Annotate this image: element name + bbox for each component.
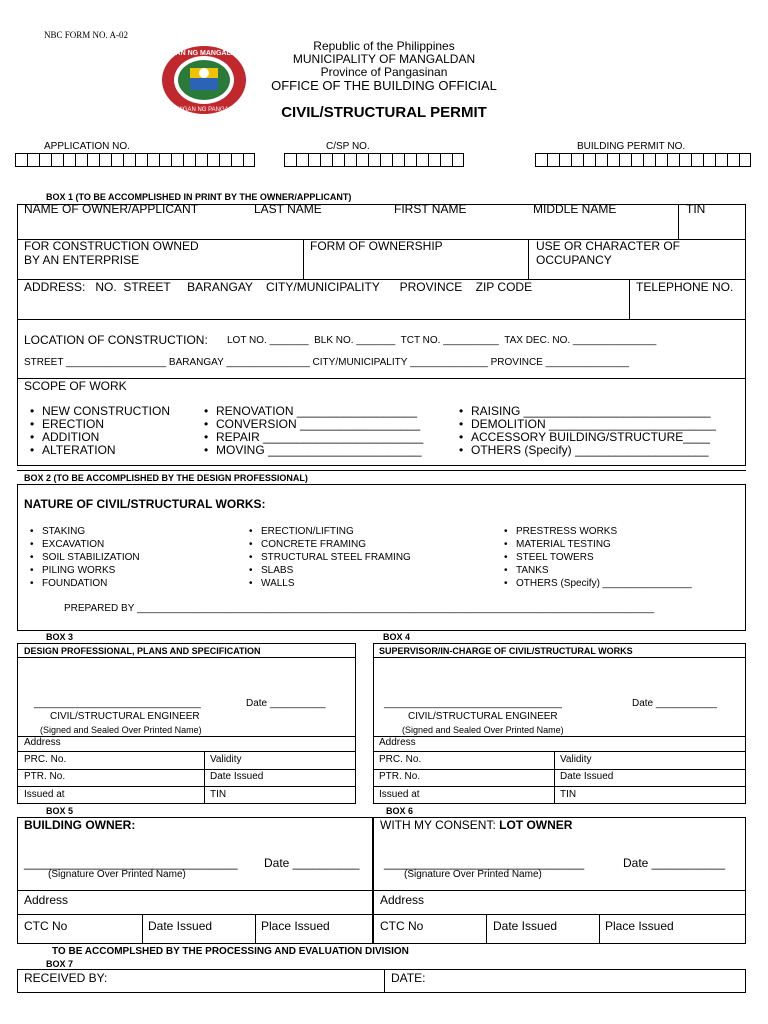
- work-tanks[interactable]: • TANKS: [502, 564, 692, 577]
- box6-lot-owner: LOT OWNER: [499, 818, 573, 832]
- box3-date-issued: Date Issued: [210, 771, 264, 782]
- box6-frame: [373, 817, 746, 944]
- box4-prc: PRC. No.: [379, 754, 422, 765]
- box4-date-issued: Date Issued: [560, 771, 614, 782]
- box6-heading: [380, 818, 572, 832]
- building-permit-no-cells[interactable]: [535, 153, 751, 167]
- header-province: Province of Pangasinan: [320, 65, 448, 79]
- work-walls[interactable]: • WALLS: [247, 577, 411, 590]
- box3-validity: Validity: [210, 754, 242, 765]
- box4-signature-line[interactable]: ________________________________: [384, 698, 562, 709]
- nature-col2: [247, 525, 411, 590]
- tin-label: TIN: [686, 202, 706, 216]
- scope-others[interactable]: • OTHERS (Specify) ____________________: [457, 444, 716, 457]
- prepared-by[interactable]: PREPARED BY _____________________________________________________________________________________________: [64, 603, 655, 614]
- header-republic: Republic of the Philippines: [313, 39, 455, 53]
- box6-ctc: CTC No: [380, 919, 424, 933]
- received-date-label[interactable]: DATE:: [391, 971, 426, 985]
- work-slabs[interactable]: • SLABS: [247, 564, 411, 577]
- location-label: LOCATION OF CONSTRUCTION:: [24, 333, 208, 347]
- box4-tin: TIN: [560, 789, 577, 800]
- box5-address: Address: [24, 893, 69, 907]
- csp-no-label: C/SP NO.: [326, 141, 370, 152]
- box3-heading: DESIGN PROFESSIONAL, PLANS AND SPECIFICATION: [24, 646, 261, 656]
- form-of-ownership-label: FORM OF OWNERSHIP: [310, 239, 443, 253]
- box5-sig-caption: (Signature Over Printed Name): [48, 869, 186, 880]
- nature-label: NATURE OF CIVIL/STRUCTURAL WORKS:: [24, 497, 266, 511]
- box5-signature-line[interactable]: ________________________________: [24, 856, 238, 870]
- location-line2[interactable]: STREET __________________ BARANGAY _______________ CITY/MUNICIPALITY ______________ PROVINCE _______________: [24, 357, 630, 368]
- work-others[interactable]: • OTHERS (Specify) ________________: [502, 577, 692, 590]
- box4-issued-at: Issued at: [379, 789, 420, 800]
- enterprise-label: FOR CONSTRUCTION OWNED BY AN ENTERPRISE: [24, 239, 199, 267]
- work-material-testing[interactable]: • MATERIAL TESTING: [502, 538, 692, 551]
- scope-repair[interactable]: • REPAIR ________________________: [202, 431, 423, 444]
- scope-moving[interactable]: • MOVING _______________________: [202, 444, 423, 457]
- box4-engineer: CIVIL/STRUCTURAL ENGINEER: [408, 711, 558, 722]
- telephone-label: TELEPHONE NO.: [636, 280, 734, 294]
- scope-raising[interactable]: • RAISING ____________________________: [457, 405, 716, 418]
- scope-erection[interactable]: • ERECTION: [28, 418, 170, 431]
- address-label: ADDRESS: NO. STREET BARANGAY CITY/MUNICIPALITY PROVINCE ZIP CODE: [24, 280, 533, 294]
- received-by-label[interactable]: RECEIVED BY:: [24, 971, 108, 985]
- work-piling[interactable]: • PILING WORKS: [28, 564, 140, 577]
- box3-date[interactable]: Date __________: [246, 698, 326, 709]
- box5-ctc: CTC No: [24, 919, 68, 933]
- work-excavation[interactable]: • EXCAVATION: [28, 538, 140, 551]
- box3-label: BOX 3: [46, 632, 74, 642]
- scope-col3: [457, 405, 716, 457]
- scope-conversion[interactable]: • CONVERSION __________________: [202, 418, 423, 431]
- box5-label: BOX 5: [46, 806, 74, 816]
- box5-heading: BUILDING OWNER:: [24, 818, 136, 832]
- header-office: OFFICE OF THE BUILDING OFFICIAL: [271, 78, 497, 93]
- middle-name-label: MIDDLE NAME: [533, 202, 617, 216]
- page-title: CIVIL/STRUCTURAL PERMIT: [281, 104, 487, 121]
- application-no-cells[interactable]: [15, 153, 255, 167]
- work-prestress[interactable]: • PRESTRESS WORKS: [502, 525, 692, 538]
- location-fields[interactable]: LOT NO. _______ BLK NO. _______ TCT NO. __________ TAX DEC. NO. _______________: [227, 335, 657, 346]
- box4-heading: SUPERVISOR/IN-CHARGE OF CIVIL/STRUCTURAL WORKS: [379, 646, 633, 656]
- scope-demolition[interactable]: • DEMOLITION _________________________: [457, 418, 716, 431]
- work-steel-framing[interactable]: • STRUCTURAL STEEL FRAMING: [247, 551, 411, 564]
- first-name-label: FIRST NAME: [394, 202, 467, 216]
- scope-col2: [202, 405, 423, 457]
- box3-tin: TIN: [210, 789, 227, 800]
- box3-signature-line[interactable]: ______________________________: [34, 698, 201, 709]
- box3-frame: [17, 643, 356, 804]
- scope-addition[interactable]: • ADDITION: [28, 431, 170, 444]
- box6-signature-line[interactable]: ______________________________: [384, 856, 585, 870]
- box4-validity: Validity: [560, 754, 592, 765]
- scope-accessory[interactable]: • ACCESSORY BUILDING/STRUCTURE____: [457, 431, 716, 444]
- scope-label: SCOPE OF WORK: [24, 379, 127, 393]
- box6-date-issued: Date Issued: [493, 919, 558, 933]
- scope-new-construction[interactable]: • NEW CONSTRUCTION: [28, 405, 170, 418]
- work-soil-stabilization[interactable]: • SOIL STABILIZATION: [28, 551, 140, 564]
- box4-date[interactable]: Date ___________: [632, 698, 718, 709]
- scope-renovation[interactable]: • RENOVATION __________________: [202, 405, 423, 418]
- work-concrete-framing[interactable]: • CONCRETE FRAMING: [247, 538, 411, 551]
- box3-prc: PRC. No.: [24, 754, 67, 765]
- scope-col1: [28, 405, 170, 457]
- box3-engineer: CIVIL/STRUCTURAL ENGINEER: [50, 711, 200, 722]
- work-erection-lifting[interactable]: • ERECTION/LIFTING: [247, 525, 411, 538]
- header-municipality: MUNICIPALITY OF MANGALDAN: [292, 52, 476, 66]
- application-no-label: APPLICATION NO.: [44, 141, 130, 152]
- box6-place-issued: Place Issued: [605, 919, 674, 933]
- box3-issued-at: Issued at: [24, 789, 65, 800]
- nature-col3: [502, 525, 692, 590]
- scope-alteration[interactable]: • ALTERATION: [28, 444, 170, 457]
- box3-address: Address: [24, 737, 61, 748]
- box5-date[interactable]: Date __________: [264, 856, 360, 870]
- box1-heading: BOX 1 (TO BE ACCOMPLISHED IN PRINT BY THE OWNER/APPLICANT): [46, 192, 352, 202]
- work-foundation[interactable]: • FOUNDATION: [28, 577, 140, 590]
- work-staking[interactable]: • STAKING: [28, 525, 140, 538]
- svg-text:BAYAN NG MANGALDAN: BAYAN NG MANGALDAN: [162, 50, 246, 57]
- box6-date[interactable]: Date ___________: [623, 856, 726, 870]
- csp-no-cells[interactable]: [284, 153, 464, 167]
- last-name-label: LAST NAME: [254, 202, 322, 216]
- svg-text:LALAWIGAN NG PANGASINAN: LALAWIGAN NG PANGASINAN: [160, 107, 248, 113]
- box6-address: Address: [380, 893, 425, 907]
- box3-ptr: PTR. No.: [24, 771, 66, 782]
- nature-col1: [28, 525, 140, 590]
- box6-sig-caption: (Signature Over Printed Name): [404, 869, 542, 880]
- box6-label: BOX 6: [386, 806, 414, 816]
- box4-ptr: PTR. No.: [379, 771, 421, 782]
- box4-label: BOX 4: [383, 632, 411, 642]
- box5-date-issued: Date Issued: [148, 919, 213, 933]
- box2-heading: BOX 2 (TO BE ACCOMPLISHED BY THE DESIGN PROFESSIONAL): [24, 473, 308, 483]
- work-steel-towers[interactable]: • STEEL TOWERS: [502, 551, 692, 564]
- box3-signed-caption: (Signed and Sealed Over Printed Name): [40, 725, 202, 735]
- box7-label: BOX 7: [46, 959, 74, 969]
- box7-frame: [17, 969, 746, 993]
- box4-signed-caption: (Signed and Sealed Over Printed Name): [402, 725, 564, 735]
- processing-division-heading: TO BE ACCOMPLSHED BY THE PROCESSING AND EVALUATION DIVISION: [52, 946, 409, 957]
- form-number: NBC FORM NO. A-02: [44, 30, 129, 40]
- box5-place-issued: Place Issued: [261, 919, 330, 933]
- owner-name-label: NAME OF OWNER/APPLICANT: [24, 202, 199, 216]
- building-permit-no-label: BUILDING PERMIT NO.: [577, 141, 686, 152]
- use-of-occupancy-label: USE OR CHARACTER OF OCCUPANCY: [536, 239, 681, 267]
- box6-consent: WITH MY CONSENT:: [380, 818, 496, 832]
- box4-address: Address: [379, 737, 416, 748]
